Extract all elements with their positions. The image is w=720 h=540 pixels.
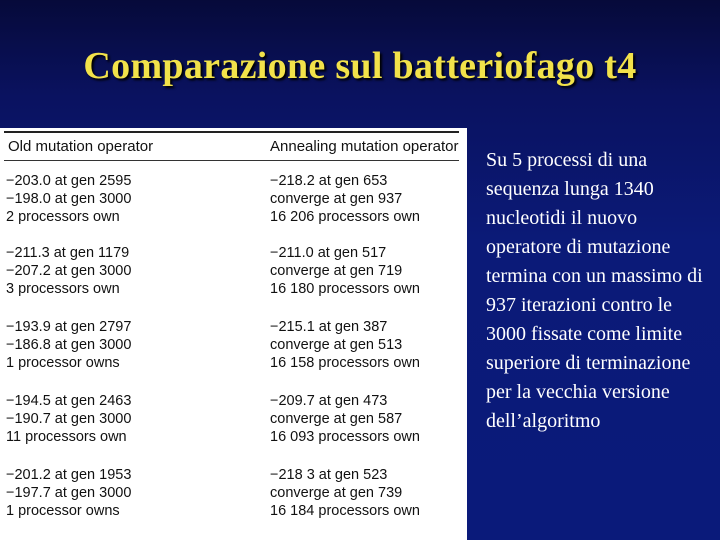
old-result-final: −186.8 at gen 3000 [6, 337, 132, 353]
header-annealing-operator: Annealing mutation operator [270, 138, 459, 155]
description-text: Su 5 processi di una sequenza lunga 1340 nucleotidi il nuovo operatore di mutazione termina con un massimo di 937 iterazioni contro le 3000 fissate come limite superiore di terminazione per la vecchia versione dell’algoritmo [486, 149, 703, 432]
old-result-best: −201.2 at gen 1953 [6, 467, 132, 483]
old-result-final: −198.0 at gen 3000 [6, 191, 132, 207]
old-result-owners: 1 processor owns [6, 503, 120, 519]
old-result-best: −211.3 at gen 1179 [6, 245, 130, 261]
new-result-best: −218 3 at gen 523 [270, 467, 388, 483]
comparison-table [0, 128, 467, 540]
slide-title: Comparazione sul batteriofago t4 [83, 45, 637, 87]
new-result-converge: converge at gen 739 [270, 485, 403, 501]
new-result-converge: converge at gen 937 [270, 191, 403, 207]
new-result-converge: converge at gen 513 [270, 337, 403, 353]
new-result-converge: converge at gen 587 [270, 411, 403, 427]
new-result-owners: 16 206 processors own [270, 209, 420, 225]
old-result-owners: 11 processors own [6, 429, 127, 445]
new-result-owners: 16 158 processors own [270, 355, 420, 371]
new-result-owners: 16 180 processors own [270, 281, 420, 297]
old-result-owners: 3 processors own [6, 281, 120, 297]
old-result-owners: 1 processor owns [6, 355, 120, 371]
old-result-best: −203.0 at gen 2595 [6, 173, 132, 189]
old-result-best: −194.5 at gen 2463 [6, 393, 132, 409]
new-result-owners: 16 184 processors own [270, 503, 420, 519]
new-result-converge: converge at gen 719 [270, 263, 403, 279]
header-old-operator: Old mutation operator [8, 138, 154, 155]
old-result-owners: 2 processors own [6, 209, 120, 225]
old-result-final: −197.7 at gen 3000 [6, 485, 132, 501]
old-result-final: −207.2 at gen 3000 [6, 263, 132, 279]
new-result-best: −218.2 at gen 653 [270, 173, 388, 189]
old-result-best: −193.9 at gen 2797 [6, 319, 132, 335]
old-result-final: −190.7 at gen 3000 [6, 411, 132, 427]
table-header-rule [4, 160, 459, 161]
new-result-best: −209.7 at gen 473 [270, 393, 388, 409]
new-result-best: −215.1 at gen 387 [270, 319, 388, 335]
new-result-owners: 16 093 processors own [270, 429, 420, 445]
new-result-best: −211.0 at gen 517 [270, 245, 387, 261]
table-top-rule [4, 131, 459, 133]
